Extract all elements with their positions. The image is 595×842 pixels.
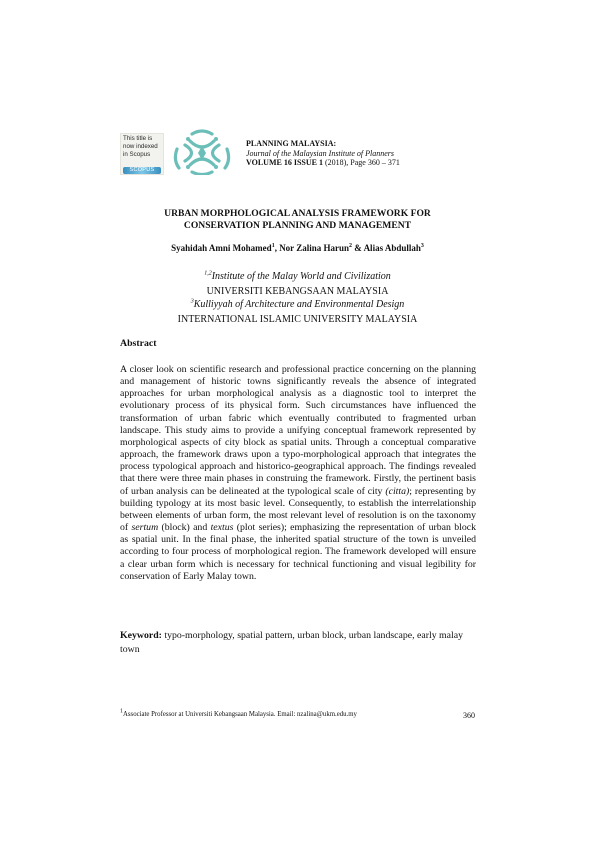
abstract-heading: Abstract	[120, 338, 157, 349]
badge-line-3: in Scopus	[123, 151, 151, 158]
paper-title	[90, 208, 505, 231]
footnote-marker: 1	[120, 708, 123, 715]
journal-header	[246, 139, 400, 168]
footnote-text: Associate Professor at Universiti Kebangsaan Malaysia. Email: nzalina@ukm.edu.my	[123, 711, 357, 718]
scopus-badge-text	[123, 135, 165, 159]
journal-volume-line	[246, 158, 400, 168]
journal-emblem-logo	[168, 129, 236, 175]
author-affiliation-marker: 1	[271, 243, 275, 249]
journal-name: PLANNING MALAYSIA:	[246, 139, 337, 148]
author-name: Nor Zalina Harun	[279, 243, 350, 253]
abstract-text-part: (block) and	[158, 522, 211, 534]
abstract-italic-term: textus	[210, 522, 234, 534]
affiliation-line-1	[90, 271, 505, 283]
journal-volume: VOLUME 16 ISSUE 1	[246, 158, 323, 167]
badge-line-1: This title is	[123, 135, 153, 142]
journal-year-pages: (2018), Page 360 – 371	[322, 158, 400, 167]
abstract-italic-term: sertum	[131, 522, 159, 534]
author-name: Alias Abdullah	[363, 243, 421, 253]
affiliation-institute: Institute of the Malay World and Civilization	[211, 271, 391, 282]
scopus-indexed-badge	[120, 133, 164, 175]
keywords	[120, 629, 476, 656]
journal-subtitle: Journal of the Malaysian Institute of Planners	[246, 148, 394, 158]
affiliation-kulliyyah: Kulliyyah of Architecture and Environmental Design	[193, 299, 405, 310]
paper-title-line-1: URBAN MORPHOLOGICAL ANALYSIS FRAMEWORK FOR	[164, 208, 431, 219]
scopus-logo: SCOPUS	[123, 167, 161, 174]
badge-line-2: now indexed	[123, 143, 158, 150]
affiliation-marker: 3	[190, 298, 194, 305]
abstract-body	[120, 364, 476, 583]
paper-title-line-2: CONSERVATION PLANNING AND MANAGEMENT	[183, 219, 412, 231]
author-separator: &	[352, 243, 364, 253]
author-list	[90, 243, 505, 253]
author-affiliation-marker: 3	[420, 243, 424, 249]
abstract-text-part: ; representing by building typology at its most basic level. Consequently, to establish the interrelationship between elements of urban form, the most relevant level of resolution is on the taxonomy of	[120, 485, 476, 534]
footnote	[120, 708, 357, 718]
author-name: Syahidah Amni Mohamed	[171, 243, 272, 253]
affiliation-marker: 1,2	[204, 270, 212, 277]
affiliation-line-4: INTERNATIONAL ISLAMIC UNIVERSITY MALAYSIA	[177, 314, 418, 325]
page-number: 360	[463, 711, 475, 720]
author-separator: ,	[274, 243, 280, 253]
abstract-italic-term: (citta)	[385, 485, 410, 497]
abstract-text-part: (plot series); emphasizing the representation of urban block as spatial unit. In the final phase, the inherited spatial structure of the town is unveiled according to four process of morphological region. The framework developed will ensure a clear urban form which is necessary for technical functioning and visual legibility for conservation of Early Malay town.	[120, 522, 476, 582]
affiliation-line-3	[90, 299, 505, 311]
keywords-label: Keyword:	[120, 630, 162, 641]
affiliation-line-2: UNIVERSITI KEBANGSAAN MALAYSIA	[206, 286, 389, 297]
author-affiliation-marker: 2	[349, 243, 353, 249]
keywords-text: typo-morphology, spatial pattern, urban block, urban landscape, early malay town	[120, 630, 463, 655]
abstract-text-part: A closer look on scientific research and professional practice concerning on the planning and management of historic towns significantly reveals the absence of integrated approaches for urban morphological analysis as a diagnostic tool to interpret the evolutionary process of its physical form. Such circumstances have influenced the transformation of urban fabric which eventually contributed to fragmented urban landscape. This study aims to provide a unifying conceptual framework represented by morphological aspects of city block as spatial units. Through a conceptual comparative approach, the framework draws upon a typo-morphological approach that integrates the process typological approach and historico-geographical approach. The findings revealed that there were three main phases in construing the framework. Firstly, the pertinent basis of urban analysis can be delineated at the typological scale of city	[120, 364, 476, 497]
